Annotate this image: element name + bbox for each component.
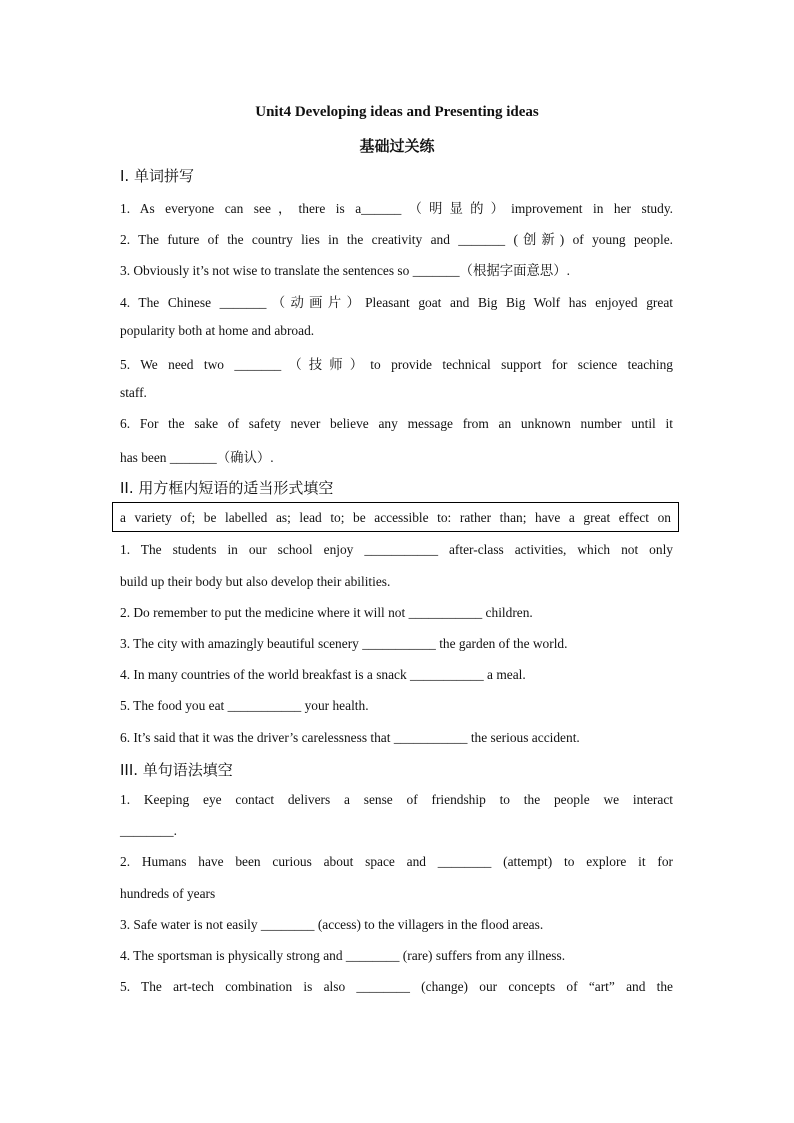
section-3-heading: III. 单句语法填空 (120, 761, 233, 779)
exercise-line: 6. It’s said that it was the driver’s carelessness that ___________ the serious accident. (120, 730, 580, 745)
exercise-line: 3. Obviously it’s not wise to translate the sentences so _______（根据字面意思）. (120, 263, 571, 278)
exercise-line: 4. The Chinese _______（动画片）Pleasant goat and Big Big Wolf has enjoyed great (120, 295, 673, 310)
exercise-line: popularity both at home and abroad. (120, 323, 315, 338)
exercise-line: 5. We need two _______（技师）to provide technical support for science teaching (120, 357, 673, 372)
document-title: Unit4 Developing ideas and Presenting ideas (255, 104, 539, 120)
phrase-box-text: a variety of; be labelled as; lead to; be accessible to: rather than; have a great effect on (120, 510, 671, 525)
exercise-line: 3. The city with amazingly beautiful scenery ___________ the garden of the world. (120, 636, 568, 651)
exercise-line: 3. Safe water is not easily ________ (access) to the villagers in the flood areas. (120, 917, 544, 932)
exercise-line: ________. (120, 823, 177, 838)
exercise-line: 4. In many countries of the world breakfast is a snack ___________ a meal. (120, 667, 526, 682)
exercise-line: has been _______（确认）. (120, 450, 274, 465)
exercise-line: hundreds of years (120, 886, 216, 901)
exercise-line: 5. The art-tech combination is also ________ (change) our concepts of “art” and the (120, 979, 673, 994)
exercise-line: staff. (120, 385, 147, 400)
exercise-line: 5. The food you eat ___________ your health. (120, 698, 369, 713)
exercise-line: build up their body but also develop their abilities. (120, 574, 391, 589)
exercise-line: 6. For the sake of safety never believe any message from an unknown number until it (120, 416, 673, 431)
exercise-line: 2. Do remember to put the medicine where it will not ___________ children. (120, 605, 533, 620)
phrase-box (112, 502, 679, 532)
section-1-heading: I. 单词拼写 (120, 167, 194, 185)
exercise-line: 1. The students in our school enjoy ___________ after-class activities, which not only (120, 542, 673, 557)
exercise-line: 1. Keeping eye contact delivers a sense of friendship to the people we interact (120, 792, 673, 807)
exercise-line: 4. The sportsman is physically strong and ________ (rare) suffers from any illness. (120, 948, 566, 963)
exercise-line: 1. As everyone can see，there is a______（明显的）improvement in her study. (120, 201, 673, 216)
document-subtitle: 基础过关练 (359, 139, 435, 155)
section-2-heading: II. 用方框内短语的适当形式填空 (120, 479, 334, 497)
exercise-line: 2. The future of the country lies in the creativity and _______ (创新) of young people. (120, 232, 673, 247)
exercise-line: 2. Humans have been curious about space and ________ (attempt) to explore it for (120, 854, 673, 869)
